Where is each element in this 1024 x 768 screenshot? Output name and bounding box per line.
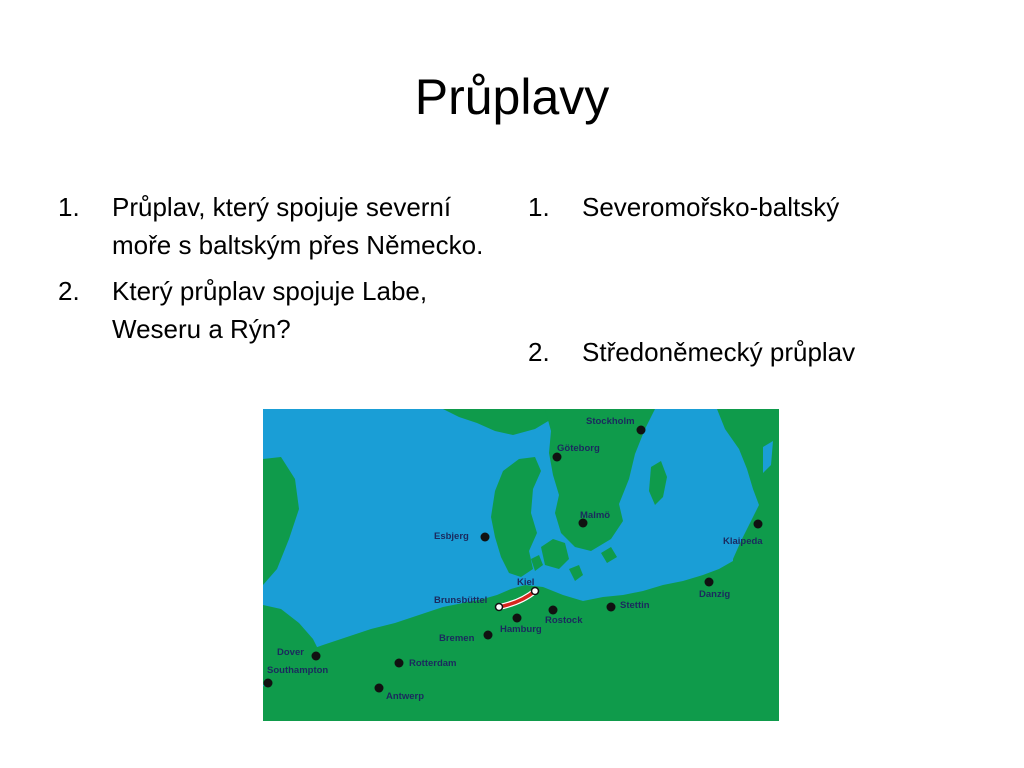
answer-number: 1.	[528, 192, 550, 222]
stockholm-dot	[637, 426, 646, 435]
esbjerg-dot	[481, 533, 490, 542]
klaipeda-dot	[754, 520, 763, 529]
rostock-label: Rostock	[545, 615, 583, 626]
rostock-dot	[549, 606, 558, 615]
kiel-label: Kiel	[517, 577, 535, 588]
question-text: Průplav, který spojuje severní moře s baltským přes Německo.	[112, 192, 484, 260]
dover-dot	[312, 652, 321, 661]
brunsbuttel-label: Brunsbüttel	[434, 595, 488, 606]
danzig-label: Danzig	[699, 589, 731, 600]
southampton-label: Southampton	[267, 665, 329, 676]
canal-map	[263, 409, 779, 721]
answers-list	[528, 188, 998, 371]
brunsbuttel-dot	[496, 604, 503, 611]
answer-number: 2.	[528, 337, 550, 367]
rotterdam-label: Rotterdam	[409, 658, 457, 669]
kiel-dot	[532, 588, 539, 595]
answer-item	[528, 333, 998, 371]
question-number: 2.	[58, 276, 80, 306]
klaipeda-label: Klaipeda	[723, 536, 763, 547]
goteborg-label: Göteborg	[557, 443, 600, 454]
question-item	[58, 272, 498, 348]
danzig-dot	[705, 578, 714, 587]
question-number: 1.	[58, 192, 80, 222]
hamburg-label: Hamburg	[500, 624, 542, 635]
question-text: Který průplav spojuje Labe, Weseru a Rýn?	[112, 276, 428, 344]
map-svg	[263, 409, 779, 721]
question-item	[58, 188, 498, 264]
answer-item	[528, 188, 998, 226]
bremen-dot	[484, 631, 493, 640]
southampton-dot	[264, 679, 273, 688]
antwerp-dot	[375, 684, 384, 693]
dover-label: Dover	[277, 647, 304, 658]
rotterdam-dot	[395, 659, 404, 668]
questions-list	[58, 188, 498, 348]
answer-text: Severomořsko-baltský	[582, 192, 840, 222]
slide-title: Průplavy	[414, 69, 610, 125]
antwerp-label: Antwerp	[386, 691, 424, 702]
stettin-label: Stettin	[620, 600, 650, 611]
stockholm-label: Stockholm	[586, 416, 635, 427]
hamburg-dot	[513, 614, 522, 623]
bremen-label: Bremen	[439, 633, 475, 644]
malmo-label: Malmö	[580, 510, 611, 521]
esbjerg-label: Esbjerg	[434, 531, 469, 542]
answer-text: Středoněmecký průplav	[582, 337, 856, 367]
stettin-dot	[607, 603, 616, 612]
